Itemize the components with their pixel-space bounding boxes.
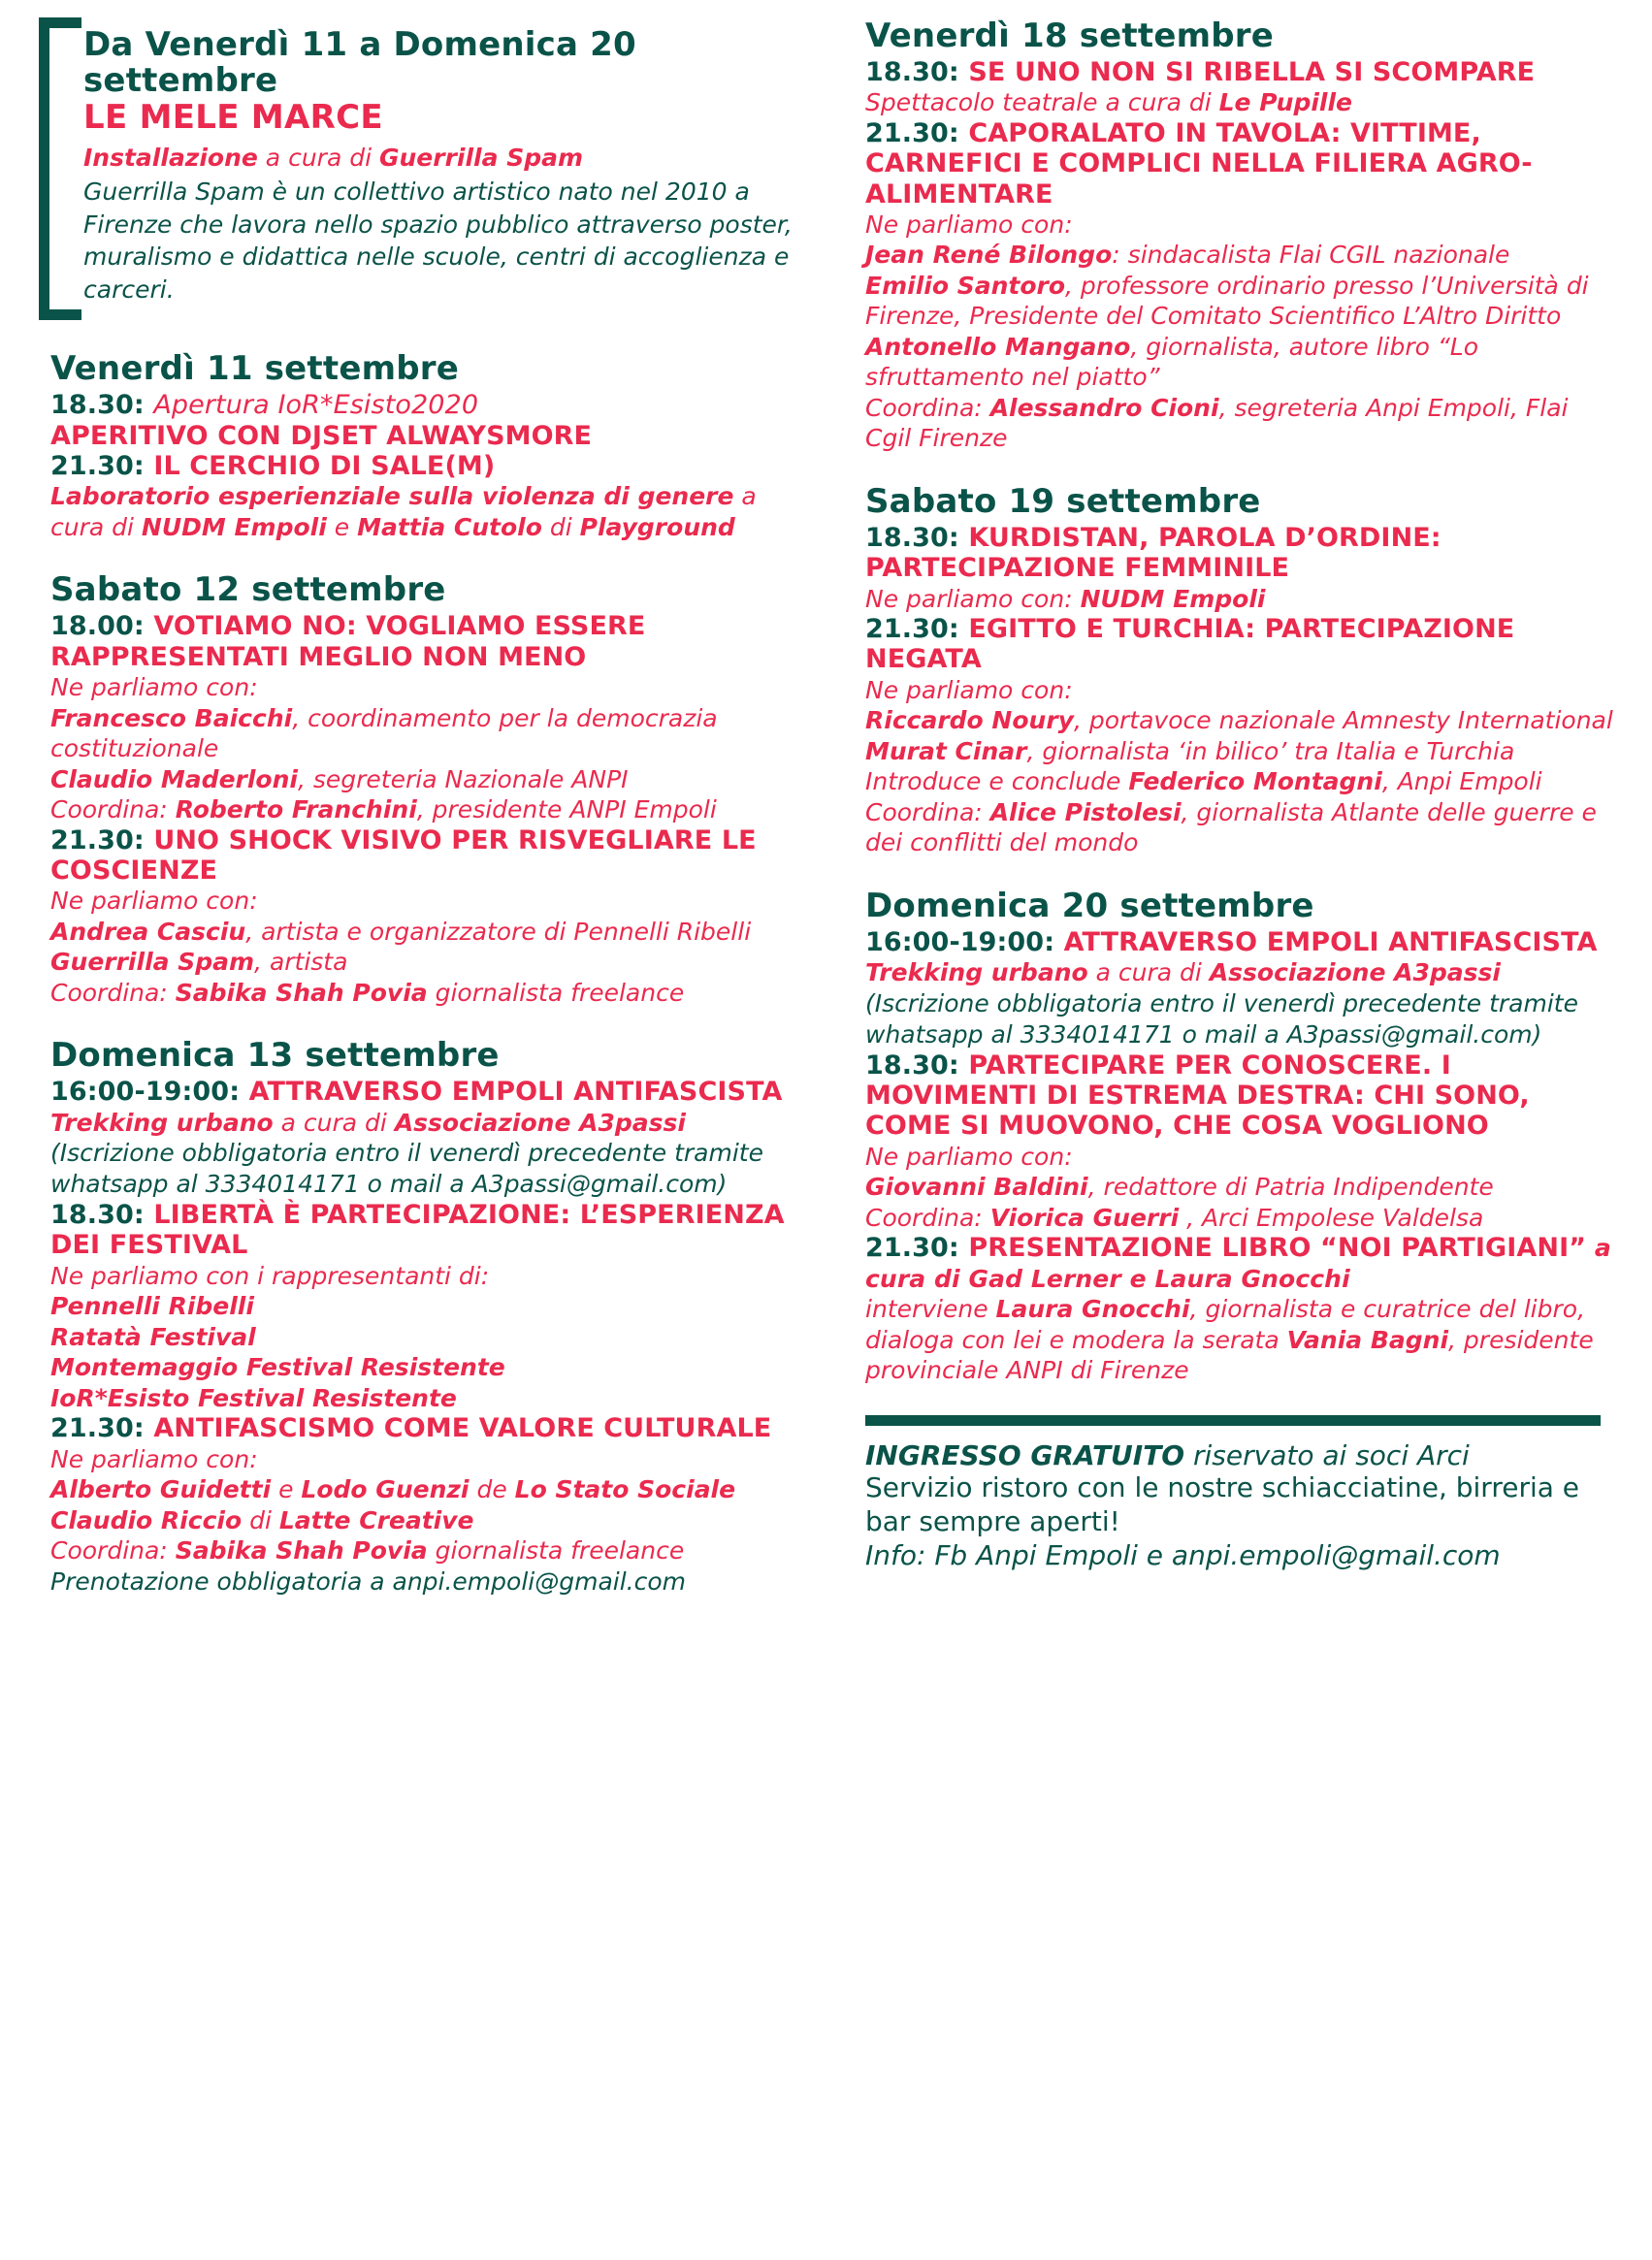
event-title: VOTIAMO NO: VOGLIAMO ESSERE RAPPRESENTATI MEGLIO NON MENO bbox=[50, 611, 646, 672]
event-time: 18.30: bbox=[865, 57, 959, 88]
day-block bbox=[854, 17, 1620, 454]
event-time: 21.30: bbox=[50, 1413, 145, 1444]
event-note: (Iscrizione obbligatoria entro il venerdì precedente tramite whatsapp al 3334014171 o mail a A3passi@gmail.com) bbox=[50, 1139, 763, 1199]
event-time: 18.30: bbox=[865, 522, 959, 553]
event-headline bbox=[865, 1233, 1620, 1294]
event-detail: Pennelli Ribelli bbox=[50, 1292, 254, 1321]
footer-title bbox=[865, 1439, 1620, 1472]
feature-credit-mid: a cura di bbox=[257, 143, 379, 172]
event-title: SE UNO NON SI RIBELLA SI SCOMPARE bbox=[968, 57, 1536, 88]
event-detail: Murat Cinar, giornalista ‘in bilico’ tra Italia e Turchia bbox=[865, 736, 1515, 765]
event-time: 21.30: bbox=[865, 614, 959, 645]
event-detail: Coordina: Sabika Shah Povia giornalista freelance bbox=[50, 978, 685, 1007]
day-title: Domenica 20 settembre bbox=[865, 886, 1314, 925]
event-headline bbox=[50, 1200, 805, 1261]
feature-credit-org: Guerrilla Spam bbox=[378, 143, 584, 172]
event-detail: Coordina: Roberto Franchini, presidente ANPI Empoli bbox=[50, 795, 717, 824]
event-detail: Ne parliamo con i rappresentanti di: bbox=[50, 1261, 490, 1290]
event-detail: Ne parliamo con: NUDM Empoli bbox=[865, 584, 1266, 613]
day-block bbox=[39, 350, 805, 542]
event-detail: Ne parliamo con: bbox=[865, 1142, 1073, 1171]
feature-dates: Da Venerdì 11 a Domenica 20 settembre bbox=[83, 25, 636, 100]
event-detail: IoR*Esisto Festival Resistente bbox=[50, 1383, 457, 1412]
event-detail: Jean René Bilongo: sindacalista Flai CGIL nazionale bbox=[865, 241, 1510, 270]
event-title: ATTRAVERSO EMPOLI ANTIFASCISTA bbox=[248, 1077, 783, 1108]
footer-divider bbox=[865, 1415, 1601, 1426]
feature-credit-strong: Installazione bbox=[83, 143, 258, 172]
event-time: 18.00: bbox=[50, 611, 145, 642]
footer-title-bold: INGRESSO GRATUITO bbox=[865, 1438, 1185, 1471]
event-title-tail: a cura di Gad Lerner e Laura Gnocchi bbox=[865, 1234, 1611, 1293]
event-note: Prenotazione obbligatoria a anpi.empoli@gmail.com bbox=[50, 1566, 686, 1596]
event-detail: Ne parliamo con: bbox=[865, 675, 1073, 704]
event-title: PARTECIPARE PER CONOSCERE. I MOVIMENTI DI ESTREMA DESTRA: CHI SONO, COME SI MUOVONO, CHE COSA VOGLIONO bbox=[865, 1049, 1530, 1142]
event-time: 18.30: bbox=[50, 1200, 145, 1231]
event-detail: Coordina: Alice Pistolesi, giornalista Atlante delle guerre e dei conflitti del mondo bbox=[865, 797, 1597, 857]
day-title: Venerdì 18 settembre bbox=[865, 16, 1274, 55]
two-column-layout bbox=[39, 17, 1613, 1627]
event-time: 16:00-19:00: bbox=[50, 1077, 241, 1108]
right-days-container bbox=[854, 17, 1620, 1386]
footer-title-light: riservato ai soci Arci bbox=[1184, 1438, 1470, 1471]
event-headline bbox=[865, 927, 1620, 957]
event-detail: Francesco Baicchi, coordinamento per la democrazia costituzionale bbox=[50, 703, 718, 763]
event-headline bbox=[865, 1050, 1620, 1142]
day-block bbox=[39, 571, 805, 1008]
event-title: PRESENTAZIONE LIBRO “NOI PARTIGIANI” bbox=[968, 1233, 1587, 1264]
event-time: 21.30: bbox=[865, 117, 959, 148]
event-headline bbox=[865, 614, 1620, 675]
event-detail: Claudio Maderloni, segreteria Nazionale ANPI bbox=[50, 764, 629, 793]
event-title: IL CERCHIO DI SALE(M) bbox=[153, 451, 496, 482]
event-headline bbox=[50, 611, 805, 672]
feature-installation-block bbox=[39, 17, 805, 331]
event-title: APERITIVO CON DJSET ALWAYSMORE bbox=[50, 420, 593, 451]
event-title: LIBERTÀ È PARTECIPAZIONE: L’ESPERIENZA DEI FESTIVAL bbox=[50, 1200, 785, 1261]
event-detail: Laboratorio esperienziale sulla violenza di genere a cura di NUDM Empoli e Mattia Cutolo di Playground bbox=[50, 482, 757, 541]
event-detail: Andrea Casciu, artista e organizzatore di Pennelli Ribelli bbox=[50, 917, 752, 946]
event-detail: Ratatà Festival bbox=[50, 1322, 256, 1351]
event-detail: Ne parliamo con: bbox=[50, 887, 258, 916]
event-title: UNO SHOCK VISIVO PER RISVEGLIARE LE COSCIENZE bbox=[50, 824, 757, 886]
event-time: 18.30: bbox=[865, 1049, 959, 1081]
event-title: Apertura IoR*Esisto2020 bbox=[153, 390, 479, 421]
footer-text: Servizio ristoro con le nostre schiacciatine, birreria e bar sempre aperti! bbox=[865, 1471, 1580, 1537]
day-block bbox=[854, 888, 1620, 1386]
event-detail: Coordina: Viorica Guerri , Arci Empolese Valdelsa bbox=[865, 1203, 1484, 1232]
day-title: Sabato 12 settembre bbox=[50, 570, 446, 610]
event-title: CAPORALATO IN TAVOLA: VITTIME, CARNEFICI E COMPLICI NELLA FILIERA AGRO-ALIMENTARE bbox=[865, 117, 1533, 210]
event-time: 21.30: bbox=[865, 1233, 959, 1264]
event-headline bbox=[50, 1413, 805, 1443]
event-headline bbox=[50, 421, 805, 451]
event-detail: Giovanni Baldini, redattore di Patria Indipendente bbox=[865, 1173, 1494, 1202]
footer-block bbox=[854, 1415, 1620, 1573]
right-column bbox=[854, 17, 1620, 1572]
day-title: Venerdì 11 settembre bbox=[50, 349, 459, 389]
event-headline bbox=[865, 118, 1620, 210]
event-detail: Emilio Santoro, professore ordinario presso l’Università di Firenze, Presidente del Comitato Scientifico L’Altro Diritto bbox=[865, 271, 1589, 331]
event-detail: Antonello Mangano, giornalista, autore libro “Lo sfruttamento nel piatto” bbox=[865, 332, 1479, 392]
event-time: 21.30: bbox=[50, 451, 145, 482]
event-detail: Guerrilla Spam, artista bbox=[50, 948, 348, 977]
event-detail: Trekking urbano a cura di Associazione A3passi bbox=[865, 958, 1501, 987]
event-headline bbox=[50, 451, 805, 481]
event-headline bbox=[865, 523, 1620, 584]
event-detail: Introduce e conclude Federico Montagni, Anpi Empoli bbox=[865, 767, 1542, 796]
event-detail: Montemaggio Festival Resistente bbox=[50, 1353, 505, 1382]
event-detail: Ne parliamo con: bbox=[50, 673, 258, 702]
event-detail: Ne parliamo con: bbox=[865, 210, 1073, 239]
event-detail: Claudio Riccio di Latte Creative bbox=[50, 1505, 474, 1534]
event-detail: Coordina: Sabika Shah Povia giornalista freelance bbox=[50, 1536, 685, 1566]
left-days-container bbox=[39, 350, 805, 1597]
footer-info: Info: Fb Anpi Empoli e anpi.empoli@gmail.com bbox=[865, 1538, 1501, 1571]
event-note: (Iscrizione obbligatoria entro il venerdì precedente tramite whatsapp al 3334014171 o mail a A3passi@gmail.com) bbox=[865, 988, 1578, 1049]
event-headline bbox=[50, 1077, 805, 1107]
feature-title: LE MELE MARCE bbox=[83, 98, 383, 138]
event-title: EGITTO E TURCHIA: PARTECIPAZIONE NEGATA bbox=[865, 614, 1515, 675]
bracket-left-decoration bbox=[39, 17, 81, 320]
event-detail: Trekking urbano a cura di Associazione A3passi bbox=[50, 1108, 686, 1137]
event-time: 21.30: bbox=[50, 824, 145, 856]
day-title: Domenica 13 settembre bbox=[50, 1036, 500, 1076]
event-detail: Coordina: Alessandro Cioni, segreteria Anpi Empoli, Flai Cgil Firenze bbox=[865, 393, 1569, 453]
event-detail: Spettacolo teatrale a cura di Le Pupille bbox=[865, 88, 1353, 117]
event-detail: interviene Laura Gnocchi, giornalista e curatrice del libro, dialoga con lei e modera la serata Vania Bagni, presidente provinciale ANPI di Firenze bbox=[865, 1295, 1594, 1385]
day-block bbox=[854, 483, 1620, 858]
event-headline bbox=[50, 390, 805, 420]
left-column bbox=[39, 17, 805, 1627]
event-detail: Alberto Guidetti e Lodo Guenzi de Lo Stato Sociale bbox=[50, 1475, 736, 1504]
event-headline bbox=[50, 825, 805, 887]
day-title: Sabato 19 settembre bbox=[865, 481, 1261, 521]
event-headline bbox=[865, 57, 1620, 87]
feature-body: Guerrilla Spam è un collettivo artistico nato nel 2010 a Firenze che lavora nello spazio pubblico attraverso poster, muralismo e didattica nelle scuole, centri di accoglienza e carceri. bbox=[83, 178, 793, 304]
event-title: KURDISTAN, PAROLA D’ORDINE: PARTECIPAZIONE FEMMINILE bbox=[865, 522, 1441, 584]
event-detail: Ne parliamo con: bbox=[50, 1444, 258, 1473]
event-detail: Riccardo Noury, portavoce nazionale Amnesty International bbox=[865, 706, 1613, 735]
event-title: ATTRAVERSO EMPOLI ANTIFASCISTA bbox=[1063, 926, 1598, 957]
event-time: 18.30: bbox=[50, 390, 145, 421]
day-block bbox=[39, 1037, 805, 1597]
feature-credit bbox=[83, 143, 805, 175]
event-title: ANTIFASCISMO COME VALORE CULTURALE bbox=[153, 1413, 772, 1444]
event-time: 16:00-19:00: bbox=[865, 926, 1055, 957]
